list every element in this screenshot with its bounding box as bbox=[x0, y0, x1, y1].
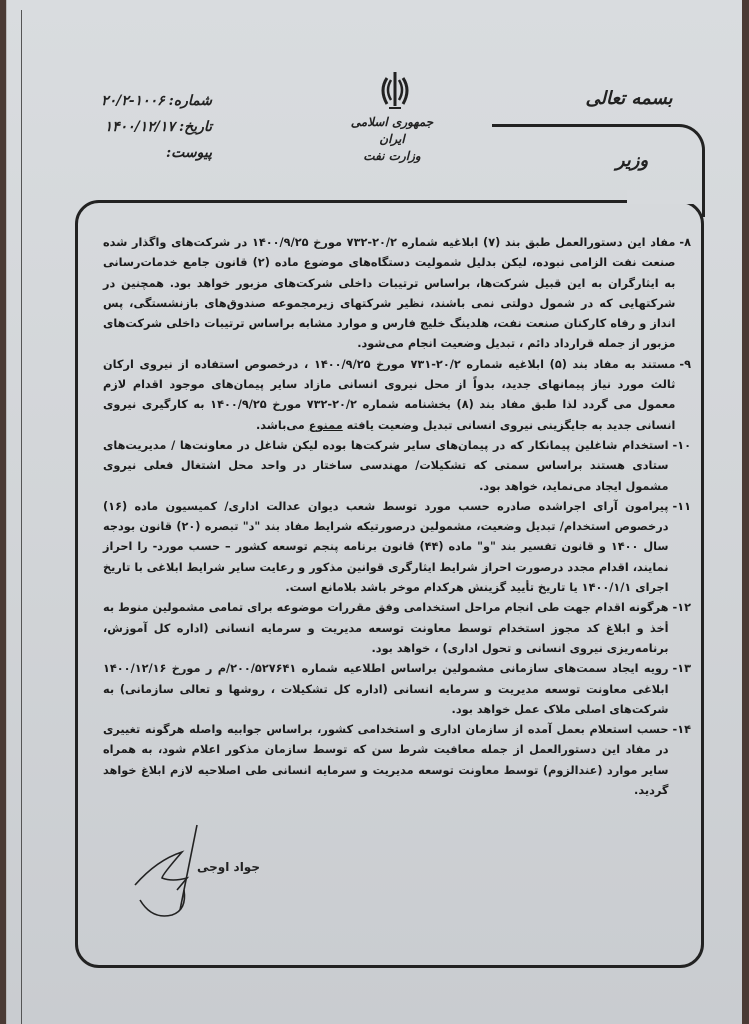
recipient-title: وزیر bbox=[615, 150, 649, 171]
government-title: جمهوری اسلامی ایران bbox=[350, 115, 434, 146]
date-label: تاریخ: bbox=[178, 119, 212, 135]
clause-9 bbox=[103, 355, 691, 436]
clause-number: ۸- bbox=[679, 236, 691, 249]
number-row bbox=[62, 88, 212, 114]
government-name bbox=[337, 114, 447, 165]
signer-name: جواد اوجی bbox=[197, 860, 260, 874]
number-label: شماره: bbox=[168, 93, 212, 109]
bismillah-heading: بسمه تعالی bbox=[585, 88, 673, 109]
letter-meta bbox=[62, 88, 212, 166]
clause-text: استخدام شاغلین پیمانکار که در پیمان‌های سایر شرکت‌ها بوده لیکن شاغل در معاونت‌ها / مدیریت‌های ستادی هستند براساس سمتی که تشکیلات/ مهندسی ساختار در واحد محل اشتغال فعلی نیروی مشمول ایجاد می‌نماید، خواهد بود. bbox=[103, 438, 669, 493]
frame-gap bbox=[627, 190, 702, 204]
clause-text: مفاد این دستورالعمل طبق بند (۷) ابلاغیه شماره ۲۰/۲-۷۳۲ مورخ ۱۴۰۰/۹/۲۵ در شرکت‌های واگذار شده صنعت نفت الزامی نبوده، لیکن بدلیل شمولیت دستگاه‌های موضوع ماده (۲) قانون جامع خدمات‌رسانی به ایثارگران به این قبیل شرکت‌ها، براساس ترتیبات داخلی شرکت‌های مزبور خواهد بود. همچنین در شرکتهایی که در شمول دولتی نمی باشند، نظیر شرکتهای زیرمجموعه صندوق‌های بازنشستگی، پس انداز و رفاه کارکنان صنعت نفت، هلدینگ خلیج فارس و موارد مشابه براساس ترتیبات داخلی شرکت‌های مزبور از جمله قرارداد دائم ، تبدیل وضعیت انجام می‌شود. bbox=[103, 236, 676, 351]
clause-number: ۹- bbox=[679, 357, 691, 371]
margin-line bbox=[21, 10, 22, 1024]
clause-text-after: می‌باشد. bbox=[255, 418, 309, 432]
document-page bbox=[6, 0, 742, 1024]
clause-number: ۱۱- bbox=[672, 499, 691, 513]
attachment-label: پیوست: bbox=[166, 145, 212, 161]
clause-number: ۱۳- bbox=[672, 662, 691, 676]
clause-text: پیرامون آرای اجراشده صادره حسب مورد توسط شعب دیوان عدالت اداری/ کمیسیون ماده (۱۶) درخصوص استخدام/ تبدیل وضعیت، مشمولین درصورتیکه شرایط مفاد بند "د" تبصره (۲۰) قانون بودجه سال ۱۴۰۰ و قانون تفسیر بند "و" ماده (۴۴) قانون برنامه پنجم توسعه کشور – حسب مورد- را احراز نمایند، اقدام مجدد درصورت احراز شرایط ایثارگری قوانین مذکور و رعایت سایر شرایط ابلاغی با تاریخ اجرای ۱۴۰۰/۱/۱ یا تاریخ تأیید گزینش هرکدام موخر باشد بلامانع است. bbox=[103, 499, 669, 595]
clause-14 bbox=[103, 720, 691, 801]
clause-number: ۱۴- bbox=[672, 723, 691, 737]
underlined-word: ممنوع bbox=[308, 418, 343, 432]
date-row bbox=[62, 114, 212, 140]
iran-emblem-icon bbox=[375, 70, 415, 112]
clause-text: رویه ایجاد سمت‌های سازمانی مشمولین براساس اطلاعیه شماره ۲۰۰/۵۲۷۶۴۱/م ر مورخ ۱۴۰۰/۱۲/۱۶ ابلاغی معاونت توسعه مدیریت و سرمایه انسانی (اداره کل تشکیلات ، روشها و تعالی سازمانی) به شرکت‌های اصلی ملاک عمل خواهد بود. bbox=[103, 662, 669, 716]
date-value: ۱۴۰۰/۱۲/۱۷ bbox=[104, 119, 175, 135]
clause-12 bbox=[103, 598, 691, 659]
handwritten-signature-icon bbox=[132, 820, 212, 925]
clause-text-before: مستند به مفاد بند (۵) ابلاغیه شماره ۲۰/۲-۷۳۱ مورخ ۱۴۰۰/۹/۲۵ ، درخصوص استفاده از نیروی ارکان ثالث مورد نیاز پیمانهای جدید، بدواً از محل نیروی انسانی مازاد سایر پیمان‌های موجود اقدام لازم معمول می گردد لذا طبق مفاد بند (۸) بخشنامه شماره ۲۰/۲-۷۳۲ مورخ ۱۴۰۰/۹/۲۵ به کارگیری نیروی انسانی جدید به جایگزینی نیروی انسانی تبدیل وضعیت یافته bbox=[103, 357, 676, 432]
letter-body bbox=[103, 233, 691, 801]
number-value: ۲۰/۲-۱۰۰۶ bbox=[101, 93, 165, 109]
clause-text: هرگونه اقدام جهت طی انجام مراحل استخدامی وفق مقررات موضوعه برای تمامی مشمولین منوط به أخذ و ابلاغ کد مجوز استخدام توسط معاونت توسعه مدیریت و سرمایه انسانی (اداره کل آموزش، برنامه‌ریزی نیروی انسانی و تحول اداری) ، خواهد بود. bbox=[103, 601, 669, 655]
clause-10 bbox=[103, 436, 691, 497]
clause-number: ۱۲- bbox=[672, 601, 691, 615]
clause-13 bbox=[103, 659, 691, 720]
clause-text bbox=[103, 355, 675, 436]
attachment-row bbox=[62, 140, 212, 166]
clause-8 bbox=[103, 233, 691, 355]
clause-11 bbox=[103, 497, 691, 598]
clause-text: حسب استعلام بعمل آمده از سازمان اداری و استخدامی کشور، براساس جوابیه واصله هرگونه تغییری در مفاد این دستورالعمل از جمله معافیت شرط سن که توسط سازمان مذکور اعلام شود، به همراه سایر موارد (عندالزوم) توسط معاونت توسعه مدیریت و سرمایه انسانی طی اصلاحیه لازم ابلاغ خواهد گردید. bbox=[103, 723, 669, 798]
ministry-title: وزارت نفت bbox=[363, 149, 421, 163]
clause-number: ۱۰- bbox=[672, 438, 691, 452]
